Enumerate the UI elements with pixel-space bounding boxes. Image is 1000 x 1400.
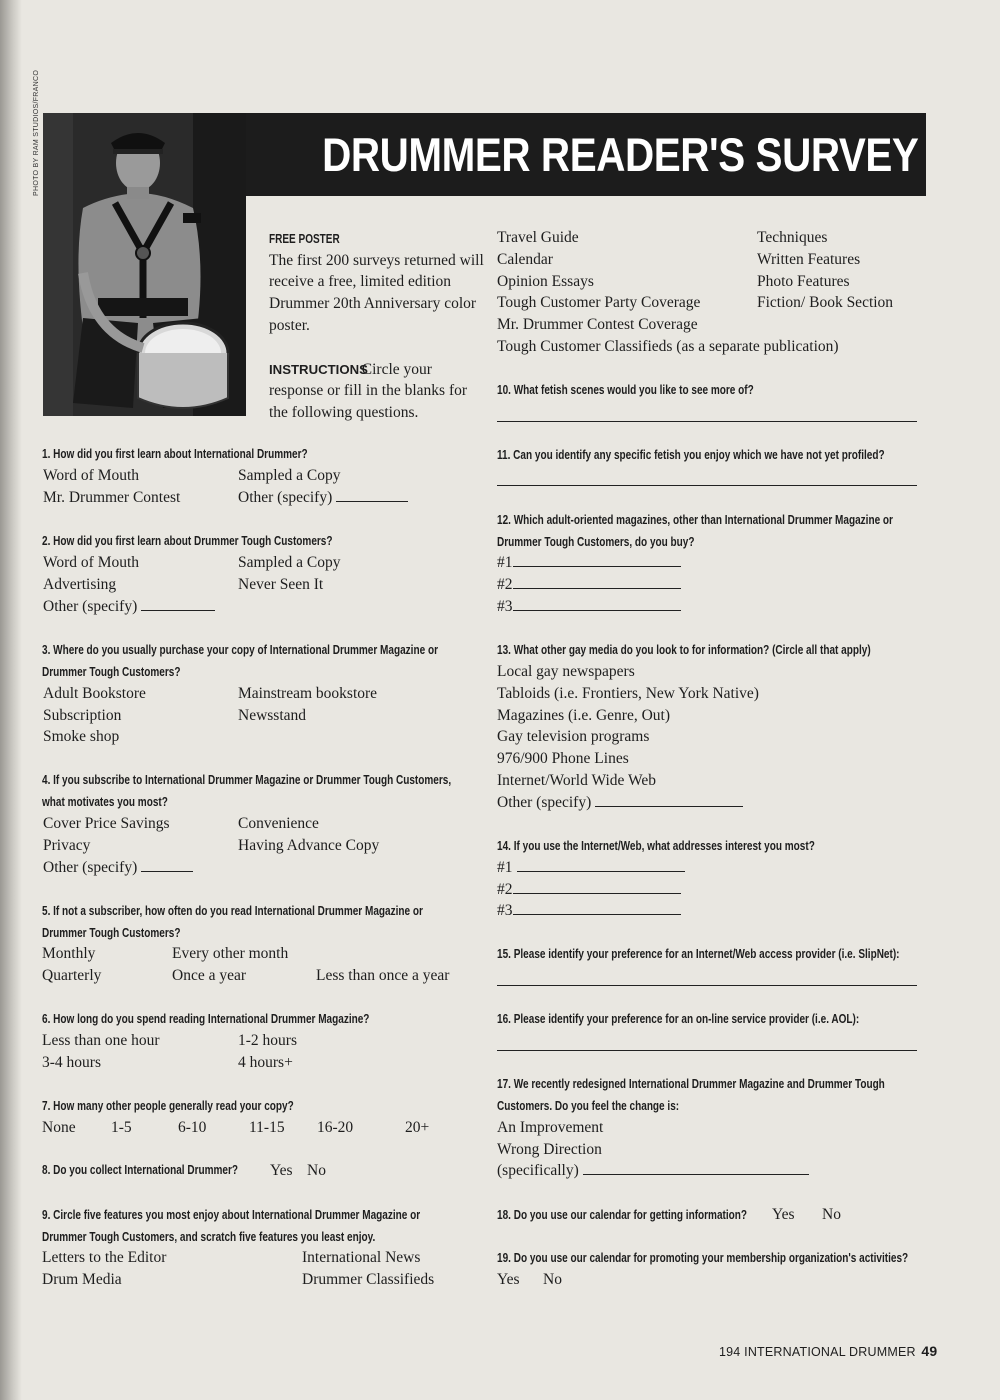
q8-yes-option[interactable]: Yes bbox=[270, 1162, 293, 1179]
q12-entry-blank[interactable] bbox=[513, 596, 681, 611]
q17-option-specifically[interactable] bbox=[497, 1160, 809, 1182]
q13-option[interactable]: Internet/World Wide Web bbox=[497, 772, 657, 789]
q13-option[interactable]: Magazines (i.e. Genre, Out) bbox=[497, 707, 671, 724]
q14-entry-blank[interactable] bbox=[513, 900, 681, 915]
q11-answer-line[interactable] bbox=[497, 484, 917, 486]
q13-other-label: Other (specify) bbox=[497, 794, 592, 811]
q1-question: 1. How did you first learn about International Drummer? bbox=[42, 446, 308, 461]
q18-question: 18. Do you use our calendar for getting information? bbox=[497, 1207, 748, 1222]
q13-option-other[interactable] bbox=[497, 792, 743, 814]
q9-option[interactable]: Letters to the Editor bbox=[42, 1249, 167, 1266]
q4-option[interactable]: Privacy bbox=[43, 837, 91, 854]
q18-yes-option[interactable]: Yes bbox=[772, 1206, 795, 1223]
q7-option[interactable]: 11-15 bbox=[249, 1119, 285, 1136]
q9-option[interactable]: Mr. Drummer Contest Coverage bbox=[497, 316, 698, 333]
drummer-illustration bbox=[43, 113, 246, 416]
q13-question: 13. What other gay media do you look to for information? (Circle all that apply) bbox=[497, 642, 871, 657]
q9-option[interactable]: Tough Customer Classifieds (as a separate publication) bbox=[497, 338, 839, 355]
q12-entry-label: #3 bbox=[497, 598, 513, 615]
q12-entry[interactable] bbox=[497, 596, 681, 618]
q1-option[interactable]: Mr. Drummer Contest bbox=[43, 489, 181, 506]
q12-question-line1: 12. Which adult-oriented magazines, other than International Drummer Magazine or bbox=[497, 512, 893, 527]
q6-option[interactable]: 3-4 hours bbox=[42, 1054, 101, 1071]
q2-option-other[interactable] bbox=[43, 596, 215, 618]
q7-option[interactable]: 16-20 bbox=[317, 1119, 354, 1136]
q3-option[interactable]: Adult Bookstore bbox=[43, 685, 146, 702]
q9-option[interactable]: Fiction/ Book Section bbox=[757, 294, 894, 311]
q7-option[interactable]: 20+ bbox=[405, 1119, 430, 1136]
q14-entry[interactable] bbox=[497, 900, 681, 922]
q6-option[interactable]: Less than one hour bbox=[42, 1032, 160, 1049]
q17-option[interactable]: An Improvement bbox=[497, 1119, 604, 1136]
q13-option[interactable]: Gay television programs bbox=[497, 728, 650, 745]
q9-option[interactable]: International News bbox=[302, 1249, 421, 1266]
q14-entry[interactable] bbox=[497, 857, 685, 879]
q5-option[interactable]: Less than once a year bbox=[316, 967, 450, 984]
intro-block bbox=[269, 228, 484, 446]
q10-question: 10. What fetish scenes would you like to see more of? bbox=[497, 382, 754, 397]
q4-option[interactable]: Convenience bbox=[238, 815, 319, 832]
page-footer bbox=[719, 1343, 937, 1359]
instructions-heading: INSTRUCTIONS bbox=[269, 361, 368, 377]
q6-question: 6. How long do you spend reading International Drummer Magazine? bbox=[42, 1011, 370, 1026]
q5-question-line2: Drummer Tough Customers? bbox=[42, 925, 181, 940]
q9-option[interactable]: Calendar bbox=[497, 251, 553, 268]
q9-option[interactable]: Travel Guide bbox=[497, 229, 579, 246]
q3-option[interactable]: Smoke shop bbox=[43, 728, 120, 745]
q4-other-blank[interactable] bbox=[141, 857, 193, 872]
q19-question: 19. Do you use our calendar for promoting your membership organization's activities? bbox=[497, 1250, 909, 1265]
magazine-name: INTERNATIONAL DRUMMER bbox=[744, 1345, 916, 1359]
q14-entry-label: #3 bbox=[497, 902, 513, 919]
page-title: DRUMMER READER'S SURVEY bbox=[321, 128, 918, 181]
q13-option[interactable]: Tabloids (i.e. Frontiers, New York Native) bbox=[497, 685, 759, 702]
q9-option[interactable]: Written Features bbox=[757, 251, 861, 268]
q16-answer-line[interactable] bbox=[497, 1049, 917, 1051]
q6-option[interactable]: 1-2 hours bbox=[238, 1032, 297, 1049]
q13-option[interactable]: 976/900 Phone Lines bbox=[497, 750, 629, 767]
q12-entry-blank[interactable] bbox=[513, 574, 681, 589]
q19-no-option[interactable]: No bbox=[543, 1271, 562, 1288]
q4-question-line2: what motivates you most? bbox=[42, 794, 168, 809]
q17-question-line2: Customers. Do you feel the change is: bbox=[497, 1098, 680, 1113]
q7-question: 7. How many other people generally read your copy? bbox=[42, 1098, 294, 1113]
q17-question-line1: 17. We recently redesigned International Drummer Magazine and Drummer Tough bbox=[497, 1076, 885, 1091]
q17-specifically-blank[interactable] bbox=[583, 1160, 809, 1175]
q13-option[interactable]: Local gay newspapers bbox=[497, 663, 635, 680]
q3-question-line1: 3. Where do you usually purchase your copy of International Drummer Magazine or bbox=[42, 642, 438, 657]
page-number: 49 bbox=[921, 1343, 938, 1359]
cover-photo-drummer bbox=[43, 113, 246, 416]
q11-question: 11. Can you identify any specific fetish you enjoy which we have not yet profiled? bbox=[497, 447, 885, 462]
q7-option[interactable]: 1-5 bbox=[111, 1119, 132, 1136]
issue-number: 194 bbox=[719, 1345, 741, 1359]
q5-option[interactable]: Once a year bbox=[172, 967, 247, 984]
q2-option[interactable]: Never Seen It bbox=[238, 576, 324, 593]
q14-entry-blank[interactable] bbox=[513, 879, 681, 894]
q18-no-option[interactable]: No bbox=[822, 1206, 841, 1223]
q3-question-line2: Drummer Tough Customers? bbox=[42, 664, 181, 679]
q12-entry-label: #2 bbox=[497, 576, 513, 593]
q4-option[interactable]: Cover Price Savings bbox=[43, 815, 170, 832]
q4-other-label: Other (specify) bbox=[43, 859, 138, 876]
q2-other-blank[interactable] bbox=[141, 596, 215, 611]
q12-entry[interactable] bbox=[497, 574, 681, 596]
q3-option[interactable]: Newsstand bbox=[238, 707, 307, 724]
q8-no-option[interactable]: No bbox=[307, 1162, 326, 1179]
q4-question-line1: 4. If you subscribe to International Drummer Magazine or Drummer Tough Customers, bbox=[42, 772, 452, 787]
q13-other-blank[interactable] bbox=[595, 792, 743, 807]
q12-entry-blank[interactable] bbox=[513, 552, 681, 567]
survey-title-banner bbox=[246, 113, 926, 196]
q7-option[interactable]: 6-10 bbox=[178, 1119, 207, 1136]
q9-option[interactable]: Opinion Essays bbox=[497, 273, 594, 290]
q3-option[interactable]: Subscription bbox=[43, 707, 122, 724]
q9-option[interactable]: Tough Customer Party Coverage bbox=[497, 294, 701, 311]
q9-question-line2: Drummer Tough Customers, and scratch five features you least enjoy. bbox=[42, 1229, 376, 1244]
q1-option[interactable]: Sampled a Copy bbox=[238, 467, 341, 484]
q2-other-label: Other (specify) bbox=[43, 598, 138, 615]
poster-paragraph bbox=[269, 228, 484, 337]
q12-entry-label: #1 bbox=[497, 554, 513, 571]
q5-question-line1: 5. If not a subscriber, how often do you read International Drummer Magazine or bbox=[42, 903, 423, 918]
q9-option[interactable]: Drum Media bbox=[42, 1271, 122, 1288]
instructions-text: Circle your response or fill in the blanks for the following questions. bbox=[269, 360, 468, 421]
q12-entry[interactable] bbox=[497, 552, 681, 574]
q17-option[interactable]: Wrong Direction bbox=[497, 1141, 602, 1158]
q8-question: 8. Do you collect International Drummer? bbox=[42, 1162, 239, 1177]
q17-specifically-label: (specifically) bbox=[497, 1162, 579, 1179]
q2-option[interactable]: Word of Mouth bbox=[43, 554, 140, 571]
poster-heading: FREE POSTER bbox=[269, 231, 340, 246]
q15-question: 15. Please identify your preference for an Internet/Web access provider (i.e. SlipNet): bbox=[497, 946, 900, 961]
q9-option[interactable]: Drummer Classifieds bbox=[302, 1271, 435, 1288]
instructions-paragraph bbox=[269, 359, 484, 424]
q14-entry-label: #1 bbox=[497, 859, 513, 876]
q4-option-other[interactable] bbox=[43, 857, 193, 879]
q7-option[interactable]: None bbox=[42, 1119, 76, 1136]
q10-answer-line[interactable] bbox=[497, 420, 917, 422]
q2-option[interactable]: Sampled a Copy bbox=[238, 554, 341, 571]
q2-option[interactable]: Advertising bbox=[43, 576, 117, 593]
q16-question: 16. Please identify your preference for an on-line service provider (i.e. AOL): bbox=[497, 1011, 860, 1026]
q14-entry[interactable] bbox=[497, 879, 681, 901]
photo-credit: PHOTO BY RAM STUDIOS/FRANCO bbox=[33, 69, 40, 196]
q3-option[interactable]: Mainstream bookstore bbox=[238, 685, 378, 702]
q14-entry-label: #2 bbox=[497, 881, 513, 898]
q19-yes-option[interactable]: Yes bbox=[497, 1271, 520, 1288]
q6-option[interactable]: 4 hours+ bbox=[238, 1054, 293, 1071]
q1-other-label: Other (specify) bbox=[238, 489, 333, 506]
q15-answer-line[interactable] bbox=[497, 984, 917, 986]
q2-question: 2. How did you first learn about Drummer Tough Customers? bbox=[42, 533, 333, 548]
q9-question-line1: 9. Circle five features you most enjoy about International Drummer Magazine or bbox=[42, 1207, 421, 1222]
q1-option[interactable]: Word of Mouth bbox=[43, 467, 140, 484]
q1-other-blank[interactable] bbox=[336, 487, 408, 502]
q14-entry-blank[interactable] bbox=[517, 857, 685, 872]
q9-option[interactable]: Techniques bbox=[757, 229, 828, 246]
q5-option[interactable]: Every other month bbox=[172, 945, 289, 962]
q14-question: 14. If you use the Internet/Web, what addresses interest you most? bbox=[497, 838, 815, 853]
page-binding-shadow bbox=[0, 0, 22, 1400]
q5-option[interactable]: Quarterly bbox=[42, 967, 102, 984]
poster-text: The first 200 surveys returned will receive a free, limited edition Drummer 20th Anniversary color poster. bbox=[269, 251, 484, 334]
q4-option[interactable]: Having Advance Copy bbox=[238, 837, 380, 854]
q9-option[interactable]: Photo Features bbox=[757, 273, 850, 290]
q5-option[interactable]: Monthly bbox=[42, 945, 96, 962]
q1-option-other[interactable] bbox=[238, 487, 408, 509]
q12-question-line2: Drummer Tough Customers, do you buy? bbox=[497, 534, 695, 549]
